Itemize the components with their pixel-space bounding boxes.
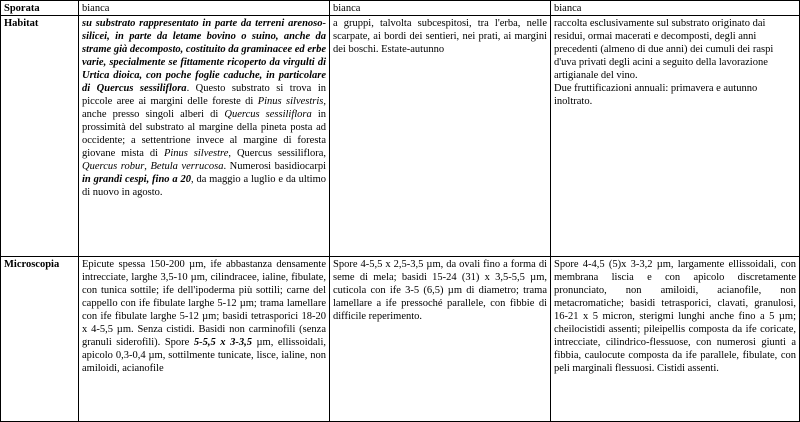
text-run: in prossimità del substrato al margine della pineta posta ad occidente; a settentrione invece al margine di foresta giovane mista di — [82, 109, 327, 159]
text-run: Epicute spessa 150-200 µm, ife abbastanza densamente intrecciate, larghe 3,5-10 µm, cilindracee, ialine, fibulate, con tunica sottile; ife dell'ipoderma più sottili; carne del cappello con ife fibulate larghe 5-12 µm; trama lamellare con ife fibulate larghe 5-12 µm; basidi tetrasporici 18-20 x 4-5,5 µm. Senza cistidi. Basidi non carminofili (senza granuli siderofili). Spore — [82, 259, 326, 348]
text-run: , Quercus sessiliflora, — [228, 148, 326, 159]
text-run: Pinus silvestris — [257, 96, 324, 107]
text-run: Quercus sessiliflora — [96, 83, 187, 94]
text-run: in grandi cespi, fino a 20 — [82, 174, 191, 185]
text-run: , anche presso singoli alberi di — [82, 96, 326, 120]
habitat-row — [1, 16, 800, 257]
text-run: Quercus robur — [82, 161, 145, 172]
text-run: , con poche foglie caduche, in particolare di — [82, 70, 326, 94]
text-run: Quercus sessiliflora — [224, 109, 312, 120]
text-run: Urtica dioica — [82, 70, 140, 81]
microscopia-cell-1 — [79, 257, 330, 422]
habitat-cell-1 — [79, 16, 330, 257]
text-run: . Numerosi basidiocarpi — [223, 161, 326, 172]
sporata-value-2: bianca — [330, 1, 551, 16]
text-run: 5-5,5 x 3-3,5 — [193, 337, 252, 348]
header-row — [1, 1, 800, 16]
microscopia-label: Microscopia — [1, 257, 79, 422]
microscopia-row — [1, 257, 800, 422]
text-run: su substrato rappresentato in parte da terreni arenoso-silicei, in parte da letame bovino o suino, anche da strame già decomposto, costituito da graminacee ed erbe varie, specialmente se fittamente ricoperto da virgulti di — [82, 18, 326, 68]
sporata-label: Sporata — [1, 1, 79, 16]
habitat-cell-3-paragraph-1: raccolta esclusivamente sul substrato originato dai residui, ormai macerati e decomposti, degli anni precedenti (almeno di due anni) dei cumuli dei raspi d'uva privati degli acini a seguito della lavorazione artigianale del vino. — [554, 18, 774, 81]
habitat-label: Habitat — [1, 16, 79, 257]
text-run: Pinus silvestre — [163, 148, 229, 159]
text-run: , — [144, 161, 151, 172]
habitat-cell-3 — [551, 16, 800, 257]
sporata-value-3: bianca — [551, 1, 800, 16]
text-run: µm, ellissoidali, apicolo 0,3-0,4 µm, sottilmente tunicate, lisce, ialine, non amiloidi, acianofile — [82, 337, 327, 374]
text-run: , da maggio a luglio e da ultimo di nuovo in agosto. — [82, 174, 326, 198]
text-run: . Questo substrato si trova in piccole aree ai margini delle foreste di — [82, 83, 326, 107]
sporata-value-1: bianca — [79, 1, 330, 16]
text-run: Betula verrucosa — [150, 161, 224, 172]
habitat-cell-3-paragraph-2: Due fruttificazioni annuali: primavera e autunno inoltrato. — [554, 83, 758, 107]
habitat-cell-2: a gruppi, talvolta subcespitosi, tra l'erba, nelle scarpate, ai bordi dei sentieri, nei prati, ai margini dei boschi. Estate-autunno — [330, 16, 551, 257]
microscopia-cell-2: Spore 4-5,5 x 2,5-3,5 µm, da ovali fino a forma di seme di mela; basidi 15-24 (31) x 3,5-5,5 µm, cuticola con ife 3-5 (6,5) µm di diametro; trama lamellare a ife pressoché parallele, con fibbie di difficile reperimento. — [330, 257, 551, 422]
microscopia-cell-3: Spore 4-4,5 (5)x 3-3,2 µm, largamente ellissoidali, con membrana liscia e con apicolo discretamente pronunciato, non amiloidi, acianofile, non metacromatiche; basidi tetrasporici, clavati, granulosi, 16-21 x 5 micron, sterigmi lunghi anche fino a 5 µm; cheilocistidi assenti; pileipellis composta da ife coricate, intrecciate, cilindrico-flessuose, con numerosi giunti a fibbia, caulocute composta da ife parallele, fibulate, con peli marginali flessuosi. Cistidi assenti. — [551, 257, 800, 422]
